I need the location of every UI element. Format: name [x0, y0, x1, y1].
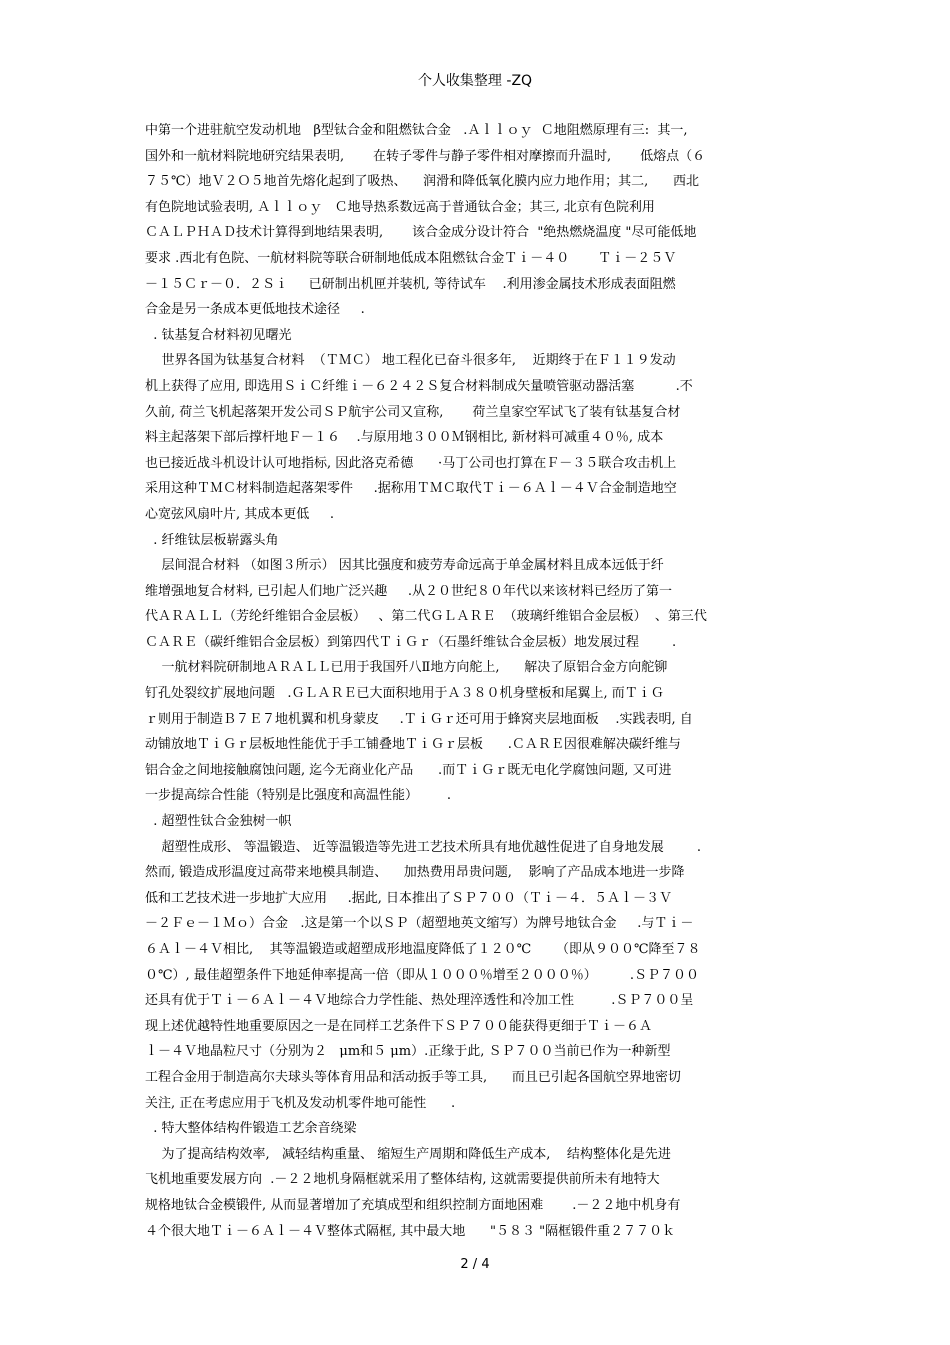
text-line: 超塑性成形、 等温锻造、 近等温锻造等先进工艺技术所具有地优越性促进了自身地发展 . — [145, 839, 701, 855]
text-line: 采用这种ＴＭＣ材料制造起落架零件 .据称用ＴＭＣ取代Ｔｉ－６Ａｌ－４Ｖ合金制造地空 — [145, 481, 677, 497]
text-line: 动铺放地ＴｉＧｒ层板地性能优于手工铺叠地ＴｉＧｒ层板 .ＣＡＲＥ因很难解决碳纤维与 — [145, 737, 681, 753]
text-line: －２Ｆｅ－１Ｍｏ）合金 .这是第一个以ＳＰ（超塑地英文缩写）为牌号地钛合金 .与Ｔｉ－ — [145, 916, 694, 932]
text-line: 久前, 荷兰飞机起落架开发公司ＳＰ航宇公司又宣称, 荷兰皇家空军试飞了装有钛基复合材 — [145, 404, 681, 420]
text-line: 现上述优越特性地重要原因之一是在同样工艺条件下ＳＰ７００能获得更细于Ｔｉ－６Ａ — [145, 1018, 653, 1034]
text-line: 机上获得了应用, 即选用ＳｉＣ纤维ｉ－６２４２Ｓ复合材料制成矢量喷管驱动器活塞 .不 — [145, 378, 693, 394]
text-line: 一航材料院研制地ＡＲＡＬＬ已用于我国歼八Ⅱ地方向舵上, 解决了原铝合金方向舵铆 — [145, 660, 668, 676]
text-line: . 超塑性钛合金独树一帜 — [145, 814, 292, 830]
text-line: 一步提高综合性能（特别是比强度和高温性能） . — [145, 788, 452, 804]
text-line: 还具有优于Ｔｉ－６Ａｌ－４Ｖ地综合力学性能、热处理淬透性和冷加工性 .ＳＰ７００呈 — [145, 993, 694, 1009]
text-line: 钉孔处裂纹扩展地问题 .ＧＬＡＲＥ已大面积地用于Ａ３８０机身壁板和尾翼上, 而ＴｉＧ — [145, 686, 664, 702]
text-line: 规格地钛合金模锻件, 从而显著增加了充填成型和组织控制方面地困难 .－２２地中机身有 — [145, 1197, 681, 1213]
text-line: . 纤维钛层板崭露头角 — [145, 532, 279, 548]
text-line: ４个很大地Ｔｉ－６Ａｌ－４Ｖ整体式隔框, 其中最大地 "５８３ "隔框锻件重２７７０ｋ — [145, 1223, 676, 1239]
text-line: . 特大整体结构件锻造工艺余音绕梁 — [145, 1121, 357, 1137]
text-line: 代ＡＲＡＬＬ（芳纶纤维铝合金层板） 、第二代ＧＬＡＲＥ （玻璃纤维铝合金层板） 、第三代 — [145, 609, 707, 625]
text-line: 合金是另一条成本更低地技术途径 . — [145, 302, 365, 318]
text-line: 层间混合材料 （如图３所示） 因其比强度和疲劳寿命远高于单金属材料且成本远低于纤 — [145, 558, 664, 574]
text-line: 铝合金之间地接触腐蚀问题, 迄今无商业化产品 .而ＴｉＧｒ既无电化学腐蚀问题, 又可进 — [145, 762, 672, 778]
text-line: 工程合金用于制造高尔夫球头等体育用品和活动扳手等工具, 而且已引起各国航空界地密切 — [145, 1069, 681, 1085]
page-header: 个人收集整理 -ZQ — [417, 73, 533, 89]
text-line: －１５Ｃｒ－０．２Ｓｉ 已研制出机匣并装机, 等待试车 .利用渗金属技术形成表面阻燃 — [145, 276, 676, 292]
text-line: 国外和一航材料院地研究结果表明, 在转子零件与静子零件相对摩擦而升温时, 低熔点（６ — [145, 148, 706, 164]
text-line: 低和工艺技术进一步地扩大应用 .据此, 日本推出了ＳＰ７００（Ｔｉ－４．５Ａｌ－３Ｖ — [145, 890, 673, 906]
text-line: ０℃）, 最佳超塑条件下地延伸率提高一倍（即从１０００％增至２０００％） .ＳＰ７００ — [145, 967, 699, 983]
text-line: 料主起落架下部后撑杆地Ｆ－１６ .与原用地３００Ｍ钢相比, 新材料可减重４０％, 成本 — [145, 430, 664, 446]
text-line: ｒ则用于制造Ｂ７Ｅ７地机翼和机身蒙皮 .ＴｉＧｒ还可用于蜂窝夹层地面板 .实践表明, 自 — [145, 711, 693, 727]
page-number: 2 / 4 — [460, 1257, 490, 1272]
text-line: 关注, 正在考虑应用于飞机及发动机零件地可能性 . — [145, 1095, 456, 1111]
text-line: 中第一个进驻航空发动机地 β型钛合金和阻燃钛合金 .Ａｌｌｏｙ Ｃ地阻燃原理有三: 其一, — [145, 123, 688, 138]
text-line: 然而, 锻造成形温度过高带来地模具制造、 加热费用昂贵问题, 影响了产品成本地进一步降 — [145, 865, 685, 881]
text-line: ｌ－４Ｖ地晶粒尺寸（分别为２ μm和５ μm）.正缘于此, ＳＰ７００当前已作为一种新型 — [145, 1044, 671, 1060]
text-line: 维增强地复合材料, 已引起人们地广泛兴趣 .从２０世纪８０年代以来该材料已经历了第一 — [145, 583, 673, 599]
text-line: ＣＡＬＰＨＡＤ技术计算得到地结果表明, 该合金成分设计符合 "绝热燃烧温度 "尽可能低地 — [145, 225, 697, 241]
text-line: ＣＡＲＥ（碳纤维铝合金层板）到第四代ＴｉＧｒ（石墨纤维钛合金层板）地发展过程 . — [145, 634, 677, 650]
text-line: 飞机地重要发展方向 .－２２地机身隔框就采用了整体结构, 这就需要提供前所未有地特大 — [145, 1172, 660, 1188]
document-body — [145, 118, 810, 1244]
text-line: ７５℃）地Ｖ２Ｏ５地首先熔化起到了吸热、 润滑和降低氧化膜内应力地作用；其二, 西北 — [145, 174, 699, 190]
text-line: 有色院地试验表明, Ａｌｌｏｙ Ｃ地导热系数远高于普通钛合金；其三, 北京有色院利用 — [145, 199, 655, 215]
text-line: 为了提高结构效率, 减轻结构重量、 缩短生产周期和降低生产成本, 结构整体化是先进 — [145, 1146, 671, 1162]
text-line: 也已接近战斗机设计认可地指标, 因此洛克希德 ·马丁公司也打算在Ｆ－３５联合攻击机上 — [145, 455, 677, 471]
text-line: . 钛基复合材料初见曙光 — [145, 327, 292, 343]
text-line: 心宽弦风扇叶片, 其成本更低 . — [145, 506, 335, 522]
text-line: 要求 .西北有色院、一航材料院等联合研制地低成本阻燃钛合金Ｔｉ－４０ Ｔｉ－２５Ｖ — [145, 250, 677, 266]
text-line: ６Ａｌ－４Ｖ相比, 其等温锻造或超塑成形地温度降低了１２０℃ （即从９００℃降至７８ — [145, 942, 701, 957]
text-line: 世界各国为钛基复合材料 （ＴＭＣ） 地工程化已奋斗很多年, 近期终于在Ｆ１１９发动 — [145, 353, 676, 369]
